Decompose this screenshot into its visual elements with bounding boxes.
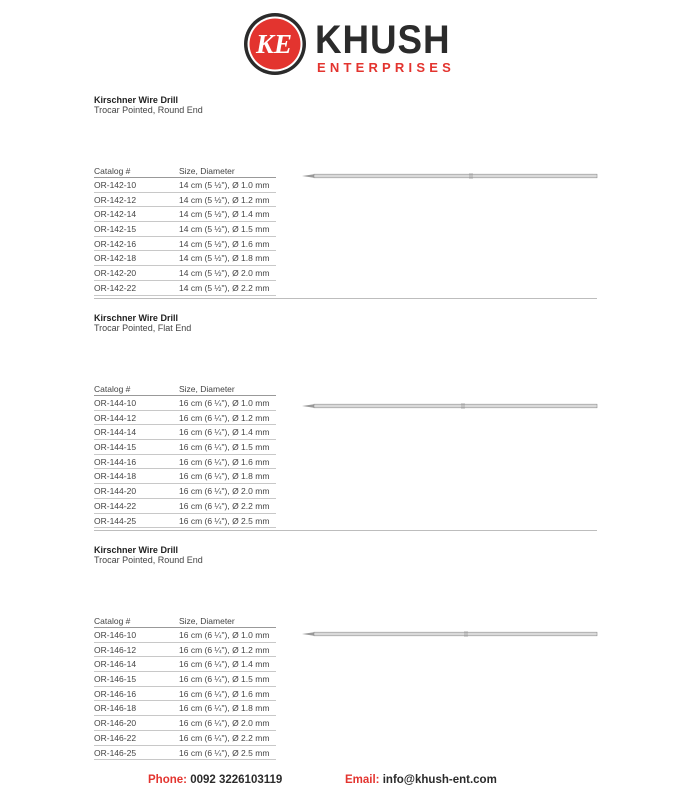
size-cell: 14 cm (5 ½"), Ø 1.6 mm [179, 238, 270, 249]
ke-logo-icon [243, 12, 307, 76]
brand-logo [243, 12, 453, 78]
k-wire-drill-image [302, 172, 598, 180]
size-cell: 16 cm (6 ¼"), Ø 1.4 mm [179, 659, 270, 670]
catalog-cell: OR-142-10 [94, 180, 137, 190]
catalog-cell: OR-144-25 [94, 515, 137, 526]
table-row [94, 281, 276, 296]
brand-tagline: ENTERPRISES [317, 60, 455, 75]
table-row [94, 207, 276, 222]
table-header [94, 615, 276, 628]
table-row [94, 746, 276, 761]
phone-contact [148, 774, 282, 786]
catalog-cell: OR-144-12 [94, 412, 137, 423]
catalog-cell: OR-146-22 [94, 732, 137, 743]
size-cell: 14 cm (5 ½"), Ø 1.4 mm [179, 209, 270, 220]
size-cell: 16 cm (6 ¼"), Ø 1.5 mm [179, 674, 270, 685]
table-row [94, 396, 276, 411]
section-subtitle: Trocar Pointed, Round End [94, 555, 203, 565]
table-row [94, 687, 276, 702]
size-cell: 14 cm (5 ½"), Ø 1.2 mm [179, 194, 270, 205]
header-catalog: Catalog # [94, 166, 131, 176]
email-address: info@khush-ent.com [382, 774, 497, 786]
header-catalog: Catalog # [94, 616, 131, 626]
table-header [94, 165, 276, 178]
catalog-cell: OR-142-18 [94, 253, 137, 264]
catalog-table [94, 165, 276, 296]
catalog-table [94, 383, 276, 528]
header-catalog: Catalog # [94, 384, 131, 394]
catalog-cell: OR-142-15 [94, 224, 137, 235]
catalog-cell: OR-142-22 [94, 282, 137, 293]
product-section-3 [94, 545, 597, 760]
phone-label: Phone: [148, 774, 187, 786]
size-cell: 14 cm (5 ½"), Ø 1.5 mm [179, 224, 270, 235]
product-section-1 [94, 95, 597, 295]
size-cell: 14 cm (5 ½"), Ø 1.8 mm [179, 253, 270, 264]
catalog-cell: OR-146-14 [94, 659, 137, 670]
size-cell: 16 cm (6 ¼"), Ø 2.2 mm [179, 732, 270, 743]
table-row [94, 222, 276, 237]
table-row [94, 251, 276, 266]
header-size: Size, Diameter [179, 616, 235, 626]
size-cell: 16 cm (6 ¼"), Ø 1.0 mm [179, 398, 270, 408]
email-contact [345, 774, 497, 786]
size-cell: 16 cm (6 ¼"), Ø 2.5 mm [179, 515, 270, 526]
header-size: Size, Diameter [179, 166, 235, 176]
email-label: Email: [345, 774, 380, 786]
table-row [94, 701, 276, 716]
product-section-2 [94, 313, 597, 528]
size-cell: 16 cm (6 ¼"), Ø 2.2 mm [179, 500, 270, 511]
table-row [94, 672, 276, 687]
catalog-cell: OR-142-12 [94, 194, 137, 205]
catalog-cell: OR-144-10 [94, 398, 137, 408]
catalog-cell: OR-146-25 [94, 747, 137, 758]
section-title: Kirschner Wire Drill [94, 313, 178, 323]
catalog-cell: OR-146-20 [94, 718, 137, 729]
phone-number: 0092 3226103119 [190, 774, 283, 786]
table-row [94, 716, 276, 731]
table-row [94, 411, 276, 426]
table-row [94, 266, 276, 281]
table-row [94, 643, 276, 658]
size-cell: 16 cm (6 ¼"), Ø 1.6 mm [179, 456, 270, 467]
catalog-cell: OR-144-18 [94, 471, 137, 482]
header-size: Size, Diameter [179, 384, 235, 394]
catalog-table [94, 615, 276, 760]
size-cell: 16 cm (6 ¼"), Ø 2.0 mm [179, 718, 270, 729]
section-divider [94, 298, 597, 299]
size-cell: 16 cm (6 ¼"), Ø 1.5 mm [179, 442, 270, 453]
catalog-cell: OR-144-22 [94, 500, 137, 511]
table-row [94, 628, 276, 643]
table-row [94, 469, 276, 484]
table-row [94, 499, 276, 514]
contact-footer [0, 774, 689, 790]
size-cell: 16 cm (6 ¼"), Ø 1.2 mm [179, 644, 270, 655]
table-row [94, 484, 276, 499]
catalog-cell: OR-144-20 [94, 486, 137, 497]
catalog-cell: OR-144-15 [94, 442, 137, 453]
table-row [94, 425, 276, 440]
catalog-cell: OR-142-14 [94, 209, 137, 220]
section-subtitle: Trocar Pointed, Round End [94, 105, 203, 115]
size-cell: 16 cm (6 ¼"), Ø 1.8 mm [179, 471, 270, 482]
catalog-cell: OR-146-18 [94, 703, 137, 714]
catalog-cell: OR-146-10 [94, 630, 137, 640]
size-cell: 16 cm (6 ¼"), Ø 1.0 mm [179, 630, 270, 640]
brand-name: KHUSH [315, 18, 451, 62]
catalog-cell: OR-146-15 [94, 674, 137, 685]
table-row [94, 455, 276, 470]
size-cell: 16 cm (6 ¼"), Ø 1.8 mm [179, 703, 270, 714]
catalog-cell: OR-146-12 [94, 644, 137, 655]
table-row [94, 657, 276, 672]
table-row [94, 237, 276, 252]
size-cell: 16 cm (6 ¼"), Ø 2.5 mm [179, 747, 270, 758]
table-row [94, 440, 276, 455]
section-divider [94, 530, 597, 531]
k-wire-drill-image [302, 630, 598, 638]
catalog-cell: OR-142-16 [94, 238, 137, 249]
k-wire-drill-image [302, 402, 598, 410]
table-row [94, 514, 276, 529]
size-cell: 16 cm (6 ¼"), Ø 1.2 mm [179, 412, 270, 423]
catalog-cell: OR-142-20 [94, 268, 137, 279]
table-row [94, 178, 276, 193]
size-cell: 16 cm (6 ¼"), Ø 2.0 mm [179, 486, 270, 497]
table-row [94, 731, 276, 746]
logo-mark-text: KE [255, 29, 293, 59]
size-cell: 14 cm (5 ½"), Ø 1.0 mm [179, 180, 270, 190]
size-cell: 14 cm (5 ½"), Ø 2.2 mm [179, 282, 270, 293]
section-title: Kirschner Wire Drill [94, 95, 178, 105]
section-title: Kirschner Wire Drill [94, 545, 178, 555]
catalog-cell: OR-144-14 [94, 427, 137, 438]
size-cell: 14 cm (5 ½"), Ø 2.0 mm [179, 268, 270, 279]
catalog-cell: OR-146-16 [94, 688, 137, 699]
table-header [94, 383, 276, 396]
catalog-cell: OR-144-16 [94, 456, 137, 467]
size-cell: 16 cm (6 ¼"), Ø 1.4 mm [179, 427, 270, 438]
section-subtitle: Trocar Pointed, Flat End [94, 323, 192, 333]
table-row [94, 193, 276, 208]
size-cell: 16 cm (6 ¼"), Ø 1.6 mm [179, 688, 270, 699]
